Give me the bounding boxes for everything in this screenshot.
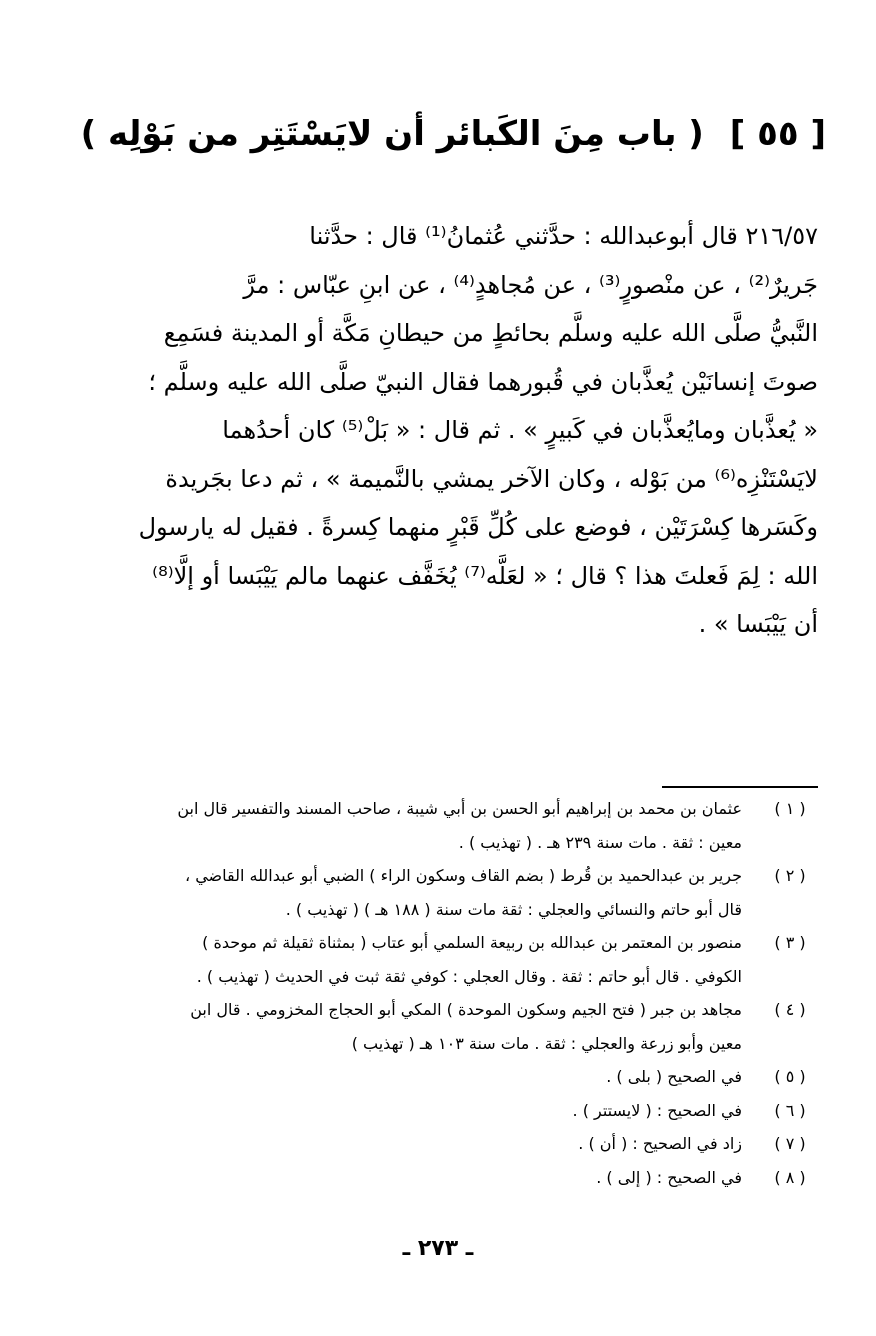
footnotes xyxy=(56,792,820,1194)
footnote-item xyxy=(56,926,820,993)
footnote-item xyxy=(56,1094,820,1128)
footnote-item xyxy=(56,1060,820,1094)
footnote-number: ( ٨ ) xyxy=(774,1167,806,1187)
hadith-line: ٢١٦/٥٧ قال أبوعبدالله : حدَّثني عُثمانُ⁽¹⁾ قال : حدَّثنا xyxy=(309,222,818,250)
footnote-number: ( ٢ ) xyxy=(774,866,806,885)
footnote-number: ( ٦ ) xyxy=(774,1100,806,1120)
footnote-item xyxy=(56,1127,820,1161)
footnote-text: في الصحيح : ( إلى ) . xyxy=(596,1167,742,1187)
footnote-text: منصور بن المعتمر بن عبدالله بن ربيعة السلمي أبو عتاب ( بمثناة ثقيلة ثم موحدة ) xyxy=(202,933,742,952)
hadith-line: وكَسَرها كِسْرَتَيْن ، فوضع على كُلِّ قَبْرٍ منهما كِسرةً . فقيل له يارسول xyxy=(138,513,818,541)
footnote-item xyxy=(56,859,820,926)
footnote-separator xyxy=(662,786,818,788)
chapter-title: ( باب مِنَ الكَبائر أن لايَسْتَتِر من بَوْلِه ) xyxy=(80,114,704,154)
hadith-text xyxy=(58,212,818,649)
hadith-line: صوتَ إنسانَيْن يُعذَّبان في قُبورهما فقال النبيّ صلَّى الله عليه وسلَّم ؛ xyxy=(148,367,818,396)
footnote-text: في الصحيح : ( لايستتر ) . xyxy=(572,1100,742,1120)
footnote-text: الكوفي . قال أبو حاتم : ثقة . وقال العجلي : كوفي ثقة ثبت في الحديث ( تهذيب ) . xyxy=(196,966,742,986)
hadith-line: جَريرٌ⁽²⁾ ، عن منْصورٍ⁽³⁾ ، عن مُجاهدٍ⁽⁴⁾ ، عن ابنِ عبّاس : مرَّ xyxy=(243,270,818,299)
hadith-line: الله : لِمَ فَعلتَ هذا ؟ قال ؛ « لعَلَّه⁽⁷⁾ يُخَفَّف عنهما مالم يَيْبَسا أو إلَّا⁽⁸⁾ xyxy=(152,561,818,590)
footnote-item xyxy=(56,792,820,859)
footnote-item xyxy=(56,1161,820,1195)
footnote-number: ( ٥ ) xyxy=(774,1067,806,1086)
hadith-line: أن يَيْبَسا » . xyxy=(698,610,818,638)
footnote-text: قال أبو حاتم والنسائي والعجلي : ثقة مات سنة ( ١٨٨ هـ ) ( تهذيب ) . xyxy=(285,899,742,919)
footnote-text: معين وأبو زرعة والعجلي : ثقة . مات سنة ١٠٣ هـ ( تهذيب ) xyxy=(351,1033,742,1053)
chapter-heading xyxy=(80,104,826,164)
footnote-number: ( ٣ ) xyxy=(774,933,806,952)
footnote-number: ( ٧ ) xyxy=(774,1134,806,1153)
page-number: ـ ٢٧٣ ـ xyxy=(402,1236,474,1261)
footnote-text: معين : ثقة . مات سنة ٢٣٩ هـ . ( تهذيب ) . xyxy=(458,832,742,852)
footnote-text: في الصحيح ( بلى ) . xyxy=(606,1067,742,1086)
hadith-line: النَّبيُّ صلَّى الله عليه وسلَّم بحائطٍ من حيطانِ مَكَّة أو المدينة فسَمِع xyxy=(163,319,818,347)
footnote-number: ( ١ ) xyxy=(774,799,806,818)
footnote-text: عثمان بن محمد بن إبراهيم أبو الحسن بن أبي شيبة ، صاحب المسند والتفسير قال ابن xyxy=(177,799,742,818)
footnote-item xyxy=(56,993,820,1060)
footnote-text: زاد في الصحيح : ( أن ) . xyxy=(578,1134,742,1153)
hadith-line: لايَسْتَنْزِه⁽⁶⁾ من بَوْله ، وكان الآخر يمشي بالنَّميمة » ، ثم دعا بجَريدة xyxy=(165,464,818,493)
footnote-text: مجاهد بن جبر ( فتح الجيم وسكون الموحدة ) المكي أبو الحجاج المخزومي . قال ابن xyxy=(190,1000,742,1019)
footnote-text: جرير بن عبدالحميد بن قُرط ( بضم القاف وسكون الراء ) الضبي أبو عبدالله القاضي ، xyxy=(184,866,742,885)
chapter-number: [ ٥٥ ] xyxy=(729,114,826,154)
hadith-line: « يُعذَّبان ومايُعذَّبان في كَبيرٍ » . ثم قال : « بَلْ⁽⁵⁾ كان أحدُهما xyxy=(222,416,818,444)
footnote-number: ( ٤ ) xyxy=(774,1000,806,1019)
